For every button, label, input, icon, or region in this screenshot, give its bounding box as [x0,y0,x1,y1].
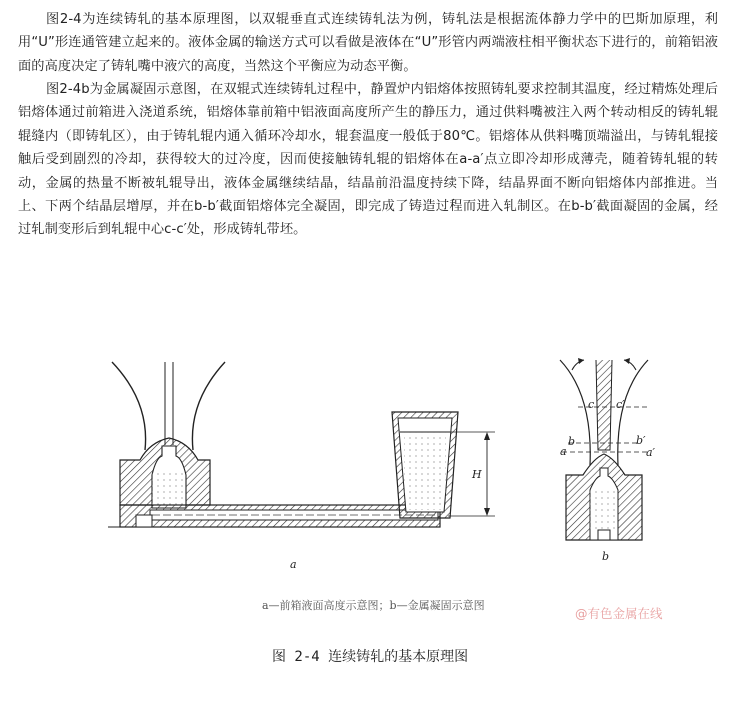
point-c-prime: c′ [616,398,625,411]
figure-sub-caption: a—前箱液面高度示意图；b—金属凝固示意图 [262,599,485,612]
watermark: @有色金属在线 [575,606,663,621]
figure-caption: 图 2-4 连续铸轧的基本原理图 [272,649,469,665]
casting-diagram [0,340,730,640]
label-b: b [602,550,610,563]
left-roll [112,362,146,450]
point-c: c [588,398,595,411]
label-H: H [472,468,482,481]
point-a-prime: a′ [646,446,656,459]
right-roll [192,362,225,450]
point-b: b [568,435,576,448]
paragraph-2: 图2-4b为金属凝固示意图，在双辊式连续铸轧过程中，静置炉内铝熔体按照铸轧要求控制其温度，经过精炼处理后铝熔体通过前箱进入浇道系统，铝熔体靠前箱中铝液面高度所产生的静压力，通过供料嘴被注入两个转动相反的铸轧辊辊缝内（即铸轧区），由于铸轧辊内通入循环冷却水，辊套温度一般低于80℃。铝熔体从供料嘴顶端溢出，与铸轧辊接触后受到剧烈的冷却，获得较大的过冷度，因而使接触铸轧辊的铝熔体在a-a′点立即冷却形成薄壳，随着铸轧辊的转动，金属的热量不断被轧辊导出，液体金属继续结晶，结晶前沿温度持续下降，结晶界面不断向铝熔体内部推进。当上、下两个结晶层增厚，并在b-b′截面铝熔体完全凝固，即完成了铸造过程而进入轧制区。在b-b′截面凝固的金属，经过轧制变形后到轧辊中心c-c′处，形成铸轧带坯。 [18,82,718,238]
diagram-b [560,358,656,563]
point-b-prime: b′ [636,434,646,447]
diagram-a [108,362,495,571]
label-a: a [290,558,297,571]
paragraph-1: 图2-4为连续铸轧的基本原理图，以双辊垂直式连续铸轧法为例，铸轧法是根据流体静力学中的巴斯加原理，利用“U”形连通管建立起来的。液体金属的输送方式可以看做是液体在“U”形管内两端液柱相平衡状态下进行的，前箱铝液面的高度决定了铸轧嘴中液穴的高度，当然这个平衡应为动态平衡。 [18,12,718,74]
right-roll-b [618,360,648,465]
point-a: a [560,445,567,458]
